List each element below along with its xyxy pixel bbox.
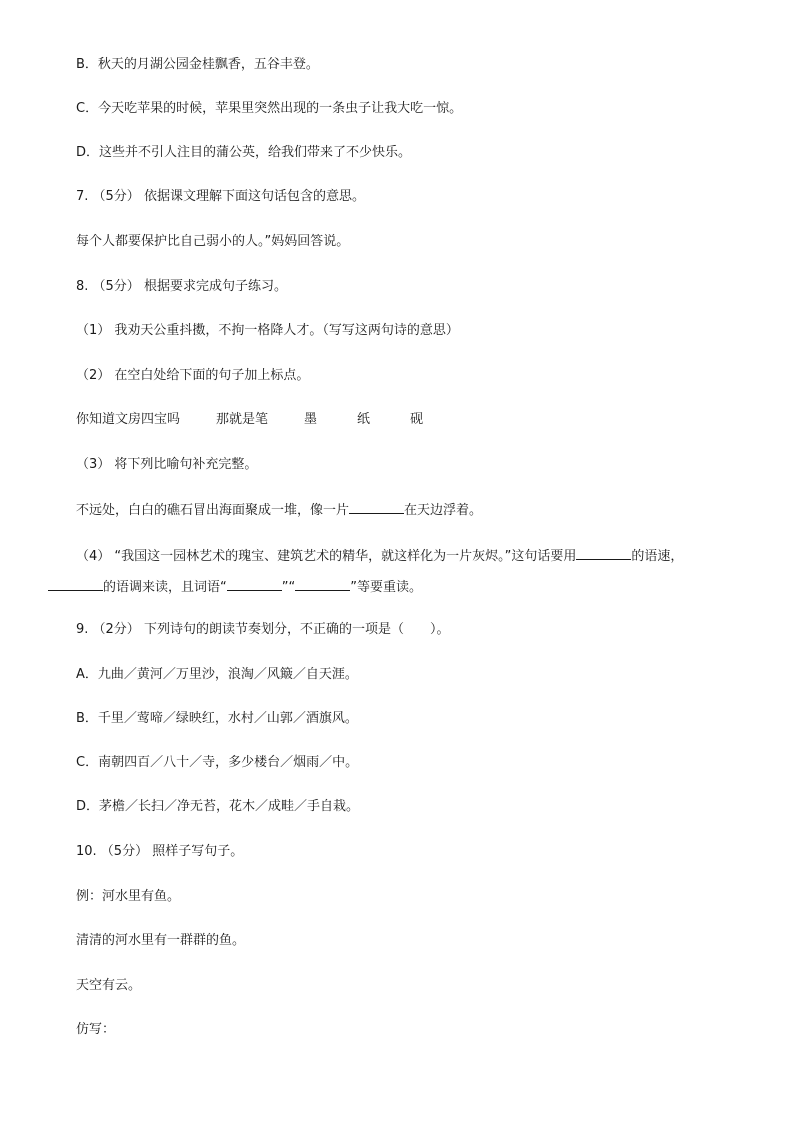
q6-option-d: D．这些并不引人注目的蒲公英，给我们带来了不少快乐。 [76, 145, 412, 160]
sentence-text: 的语调来读，且词语“ [103, 580, 227, 595]
q8-part2: （2） 在空白处给下面的句子加上标点。 [76, 368, 310, 383]
q10-example-expanded: 清清的河水里有一群群的鱼。 [76, 933, 246, 948]
q9-option-d: D．茅檐／长扫／净无苔，花木／成畦／手自栽。 [76, 799, 360, 814]
sentence-fragment: 纸 [357, 412, 371, 427]
q10-title: 10. （5分） 照样子写句子。 [76, 844, 244, 859]
sentence-fragment: 砚 [410, 412, 424, 427]
q8-part4-line1 [76, 545, 683, 565]
q7-title: 7. （5分） 依据课文理解下面这句话包含的意思。 [76, 189, 365, 204]
q6-option-b: B．秋天的月湖公园金桂飘香，五谷丰登。 [76, 57, 319, 72]
sentence-text: ”“ [281, 580, 296, 595]
sentence-fragment: 墨 [304, 412, 318, 427]
sentence-text: 在天边浮着。 [404, 503, 483, 518]
q8-part3-sentence [76, 499, 482, 519]
q7-text: 每个人都要保护比自己弱小的人。”妈妈回答说。 [76, 234, 350, 249]
answer-blank[interactable] [295, 576, 350, 591]
q9-title: 9. （2分） 下列诗句的朗读节奏划分，不正确的一项是（ ）。 [76, 622, 450, 637]
sentence-fragment: 你知道文房四宝吗 [76, 412, 181, 427]
sentence-text: 的语速， [631, 549, 684, 564]
answer-blank[interactable] [576, 545, 631, 560]
q9-option-c: C．南朝四百／八十／寺，多少楼台／烟雨／中。 [76, 755, 359, 770]
answer-blank[interactable] [349, 499, 404, 514]
q10-task: 天空有云。 [76, 978, 142, 993]
q9-option-a: A．九曲／黄河／万里沙，浪淘／风簸／自天涯。 [76, 667, 358, 682]
sentence-text: ”等要重读。 [350, 580, 422, 595]
q6-option-c: C．今天吃苹果的时候，苹果里突然出现的一条虫子让我大吃一惊。 [76, 101, 463, 116]
q9-option-b: B．千里／莺啼／绿映红，水村／山郭／酒旗风。 [76, 711, 358, 726]
q8-part4-line2 [48, 576, 422, 596]
q8-part3: （3） 将下列比喻句补充完整。 [76, 457, 258, 472]
sentence-text: （4） “我国这一园林艺术的瑰宝、建筑艺术的精华，就这样化为一片灰烬。”这句话要用 [76, 549, 577, 564]
q8-part2-sentence [76, 410, 423, 430]
q8-title: 8. （5分） 根据要求完成句子练习。 [76, 279, 287, 294]
sentence-fragment: 那就是笔 [216, 412, 269, 427]
q10-example: 例：河水里有鱼。 [76, 889, 181, 904]
answer-blank[interactable] [227, 576, 282, 591]
q10-write-label: 仿写： [76, 1022, 116, 1037]
answer-blank[interactable] [48, 576, 103, 591]
sentence-text: 不远处，白白的礁石冒出海面聚成一堆，像一片 [76, 503, 350, 518]
q8-part1: （1） 我劝天公重抖擞，不拘一格降人才。（写写这两句诗的意思） [76, 323, 459, 338]
